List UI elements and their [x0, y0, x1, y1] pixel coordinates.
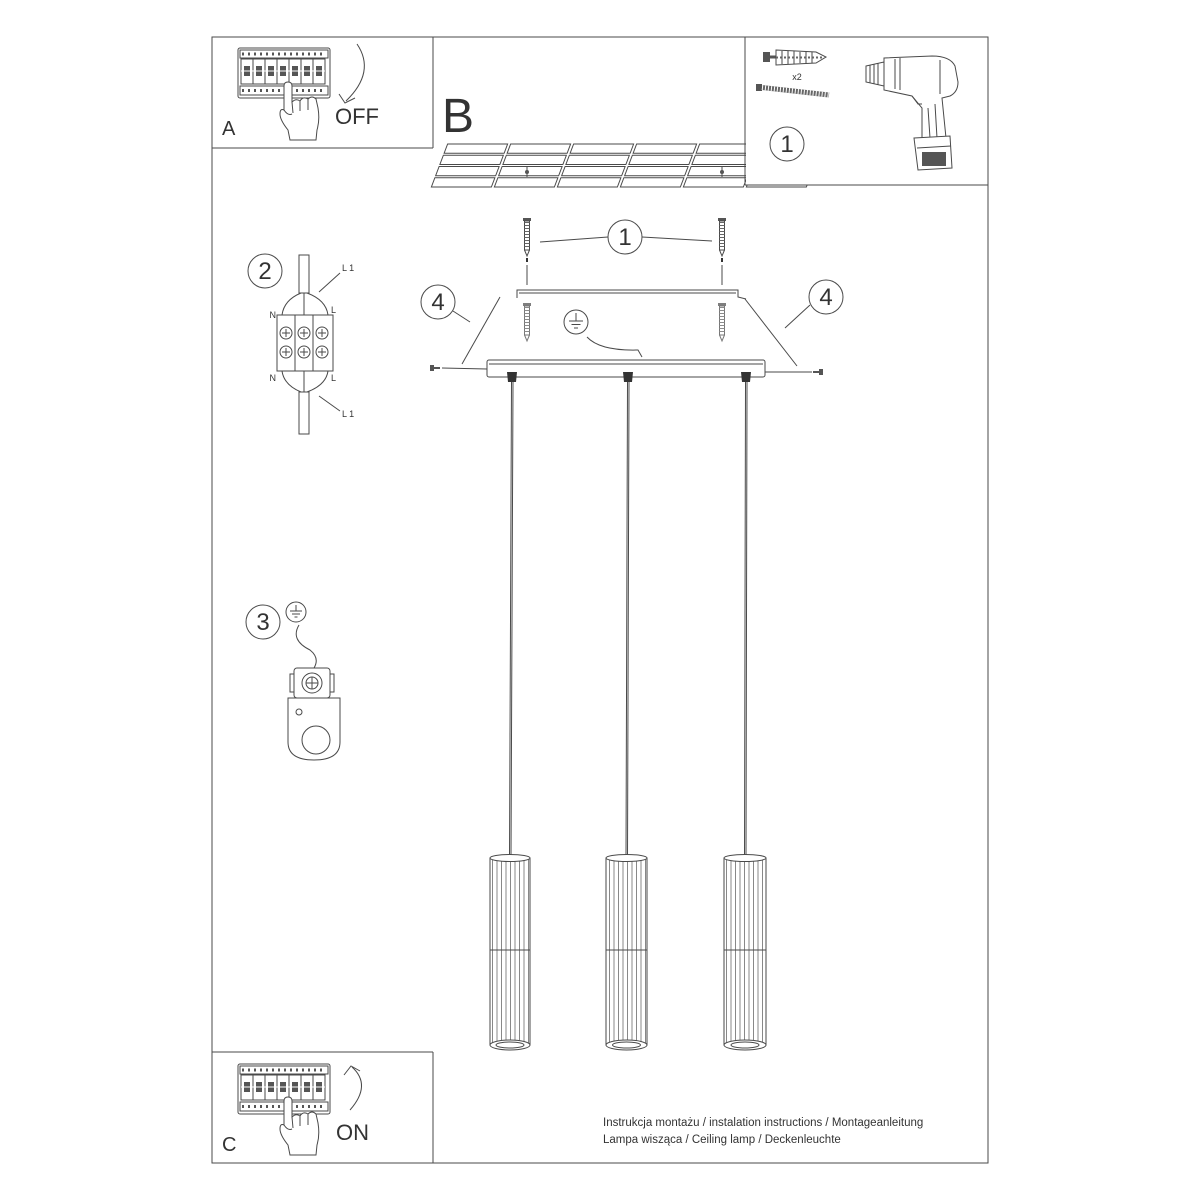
earth-step-marker	[246, 605, 280, 639]
ceiling-tile	[557, 178, 620, 187]
screws-step-number: 1	[618, 224, 632, 251]
ceiling-tile	[494, 178, 557, 187]
ceiling-tile	[444, 144, 507, 153]
ceiling-tile	[562, 167, 625, 176]
ceiling-tile	[683, 178, 746, 187]
terminal-label-l-top: L	[331, 305, 337, 315]
ceiling-tile	[620, 178, 683, 187]
footer-instructions: Instrukcja montażu / instalation instructions / Montageanleitung	[603, 1117, 924, 1129]
switch-on-arrow-icon	[344, 1066, 362, 1110]
screw-left	[523, 218, 531, 256]
quantity-label: x2	[792, 72, 802, 82]
footer-product: Lampa wisząca / Ceiling lamp / Deckenleuchte	[603, 1134, 841, 1146]
panel-a	[212, 37, 433, 148]
ceiling-tile	[633, 144, 696, 153]
earth-ground-icon	[564, 310, 588, 334]
terminal-label-n-bottom: N	[269, 373, 276, 383]
wiring-step-number: 2	[258, 258, 272, 285]
ceiling-tile	[440, 155, 503, 164]
panel-c-letter: C	[222, 1134, 237, 1156]
earth-clamp-icon	[288, 668, 340, 760]
ceiling-tile	[570, 144, 633, 153]
ceiling-tile	[625, 167, 688, 176]
canopy-right-step-number: 4	[819, 284, 833, 311]
pendant-shade-left	[490, 855, 530, 1051]
canopy-left-step-number: 4	[431, 289, 445, 316]
off-label: OFF	[335, 104, 379, 129]
canopy-outline	[462, 297, 797, 366]
canopy-step-marker-left	[421, 285, 470, 322]
ceiling-tile	[688, 167, 751, 176]
pendant-shade-middle	[606, 855, 647, 1051]
panel-a-letter: A	[222, 118, 236, 140]
canopy-side-screw-left	[430, 365, 487, 371]
bracket-screw-left	[523, 303, 531, 341]
terminal-block-icon	[277, 255, 340, 434]
switch-off-arrow-icon	[339, 44, 364, 103]
screw-right	[718, 218, 726, 256]
suspension-cables	[510, 382, 748, 856]
ceiling-tile	[436, 167, 499, 176]
terminal-label-l1-top: L 1	[342, 263, 355, 273]
panel-b-letter: B	[442, 90, 475, 143]
earth-step-number: 3	[256, 609, 270, 636]
earth-ground-icon	[286, 602, 306, 622]
terminal-label-l1-bottom: L 1	[342, 409, 355, 419]
ceiling-tile	[629, 155, 692, 164]
ceiling-tile	[499, 167, 562, 176]
mounting-bracket	[517, 290, 746, 299]
canopy-side-screw-right	[765, 369, 823, 375]
terminal-label-n-top: N	[269, 310, 276, 320]
pendant-shade-right	[724, 855, 766, 1051]
ceiling-tile	[503, 155, 566, 164]
ceiling-tile	[692, 155, 755, 164]
tools-step-marker	[770, 127, 804, 161]
wiring-step-marker	[248, 254, 282, 288]
canopy-step-marker-right	[785, 280, 843, 328]
bracket-screw-right	[718, 303, 726, 341]
terminal-label-l-bottom: L	[331, 373, 337, 383]
ceiling-tile	[566, 155, 629, 164]
ceiling-tile	[507, 144, 570, 153]
tools-step-number: 1	[780, 131, 794, 158]
ceiling-tile	[431, 178, 494, 187]
screws-step-marker	[608, 220, 642, 254]
sheet-border	[212, 37, 988, 1163]
on-label: ON	[336, 1120, 369, 1145]
panel-c	[212, 1052, 433, 1163]
earth-clamp-wire	[296, 625, 316, 668]
earth-wire	[587, 337, 642, 357]
